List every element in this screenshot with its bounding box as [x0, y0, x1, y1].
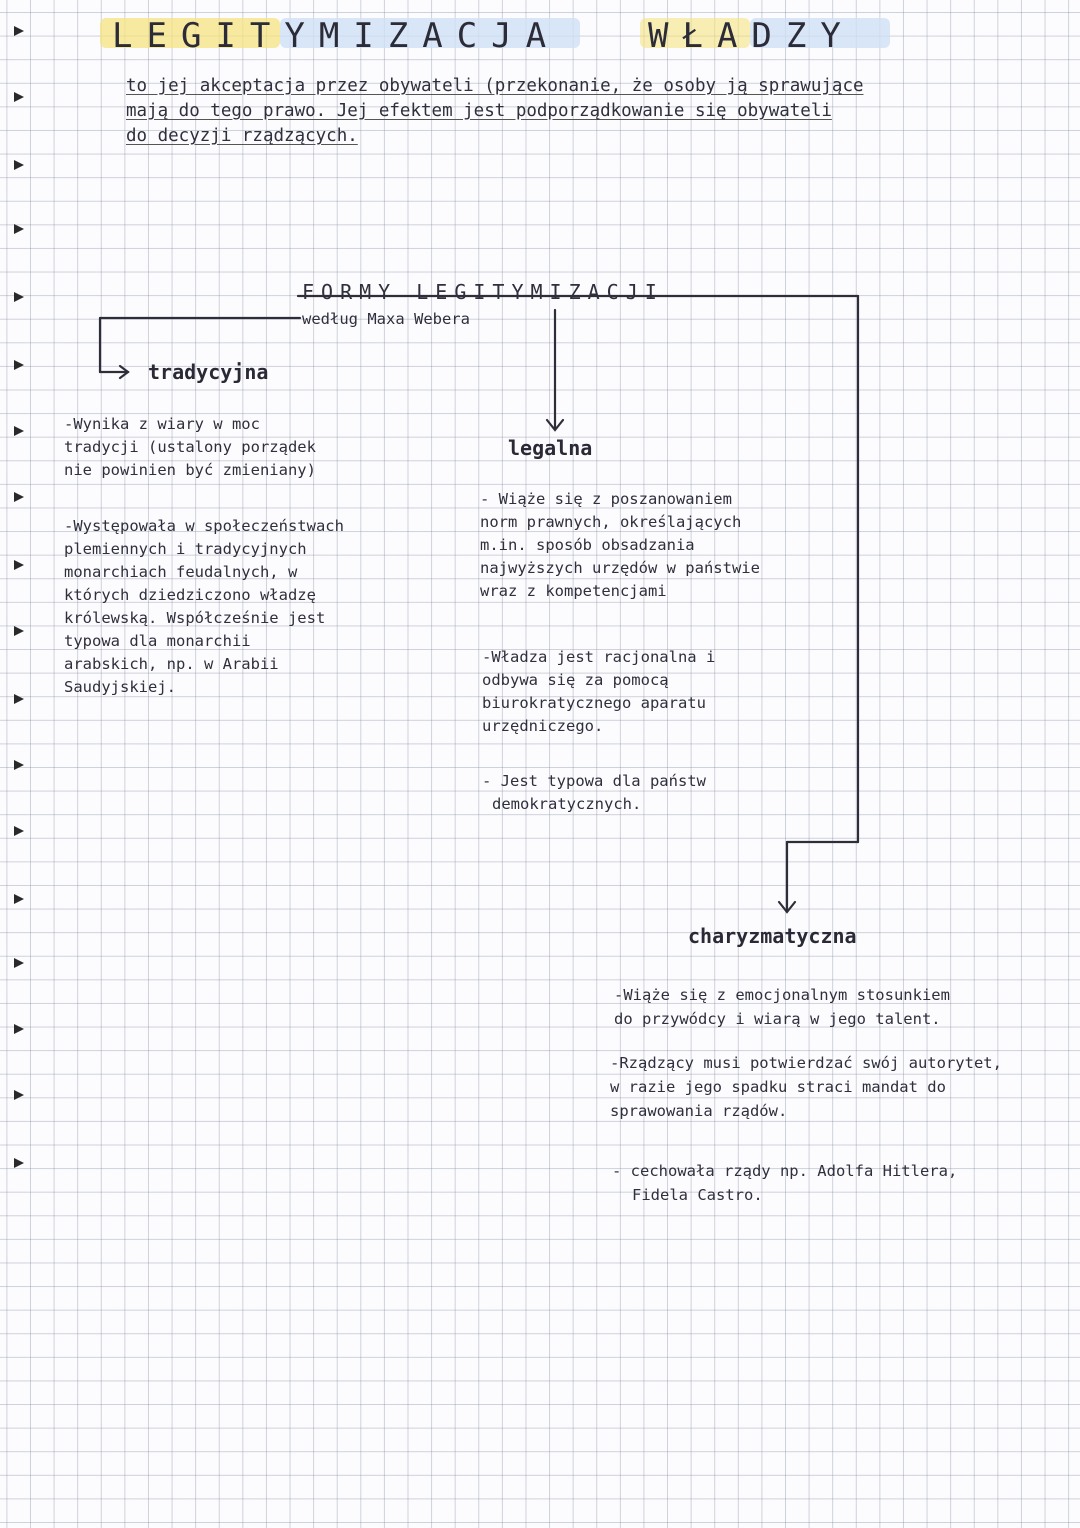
tradycyjna-point2-line8: Saudyjskiej. [64, 678, 176, 696]
page-title-word2: WŁADZY [648, 16, 855, 56]
legalna-point1-line4: najwyższych urzędów w państwie [480, 559, 760, 577]
definition-line-1: to jej akceptacja przez obywateli (przekonanie, że osoby ją sprawujące [126, 76, 864, 96]
tradycyjna-point2-line6: typowa dla monarchii [64, 632, 251, 650]
definition-line-2: mają do tego prawo. Jej efektem jest podporządkowanie się obywateli [126, 101, 832, 121]
charyzmatyczna-point1-line1: -Wiąże się z emocjonalnym stosunkiem [614, 986, 950, 1004]
legalna-point2-line3: biurokratycznego aparatu [482, 694, 706, 712]
tradycyjna-point2-line2: plemiennych i tradycyjnych [64, 540, 307, 558]
charyzmatyczna-point2-line3: sprawowania rządów. [610, 1102, 788, 1120]
legalna-point1-line5: wraz z kompetencjami [480, 582, 667, 600]
legalna-point2-line2: odbywa się za pomocą [482, 671, 669, 689]
tradycyjna-point1-line1: -Wynika z wiary w moc [64, 415, 260, 433]
tradycyjna-point2-line7: arabskich, np. w Arabii [64, 655, 279, 673]
legalna-point2-line4: urzędniczego. [482, 717, 604, 735]
legalna-point3-line1: - Jest typowa dla państw [482, 772, 706, 790]
tradycyjna-point1-line2: tradycji (ustalony porządek [64, 438, 316, 456]
legalna-point1-line1: - Wiąże się z poszanowaniem [480, 490, 732, 508]
form-label-charyzmatyczna: charyzmatyczna [688, 924, 857, 948]
forms-heading: FORMY LEGITYMIZACJI [302, 280, 664, 304]
legalna-point1-line3: m.in. sposób obsadzania [480, 536, 695, 554]
charyzmatyczna-point1-line2: do przywódcy i wiarą w jego talent. [614, 1010, 941, 1028]
tradycyjna-point2-line5: królewską. Współcześnie jest [64, 609, 326, 627]
charyzmatyczna-point3-line2: Fidela Castro. [632, 1186, 763, 1204]
definition-line-3: do decyzji rządzących. [126, 126, 358, 146]
legalna-point1-line2: norm prawnych, określających [480, 513, 742, 531]
page-title-word1: LEGITYMIZACJA [112, 16, 561, 56]
legalna-point3-line2: demokratycznych. [492, 795, 642, 813]
legalna-point2-line1: -Władza jest racjonalna i [482, 648, 716, 666]
tradycyjna-point2-line1: -Występowała w społeczeństwach [64, 517, 344, 535]
charyzmatyczna-point2-line1: -Rządzący musi potwierdzać swój autorytet, [610, 1054, 1002, 1072]
forms-subheading: według Maxa Webera [302, 310, 470, 328]
form-label-legalna: legalna [508, 436, 593, 460]
form-label-tradycyjna: tradycyjna [148, 360, 269, 384]
charyzmatyczna-point3-line1: - cechowała rządy np. Adolfa Hitlera, [612, 1162, 958, 1180]
tradycyjna-point2-line4: których dziedziczono władzę [64, 586, 316, 604]
tradycyjna-point1-line3: nie powinien być zmieniany) [64, 461, 316, 479]
tradycyjna-point2-line3: monarchiach feudalnych, w [64, 563, 298, 581]
charyzmatyczna-point2-line2: w razie jego spadku straci mandat do [610, 1078, 946, 1096]
